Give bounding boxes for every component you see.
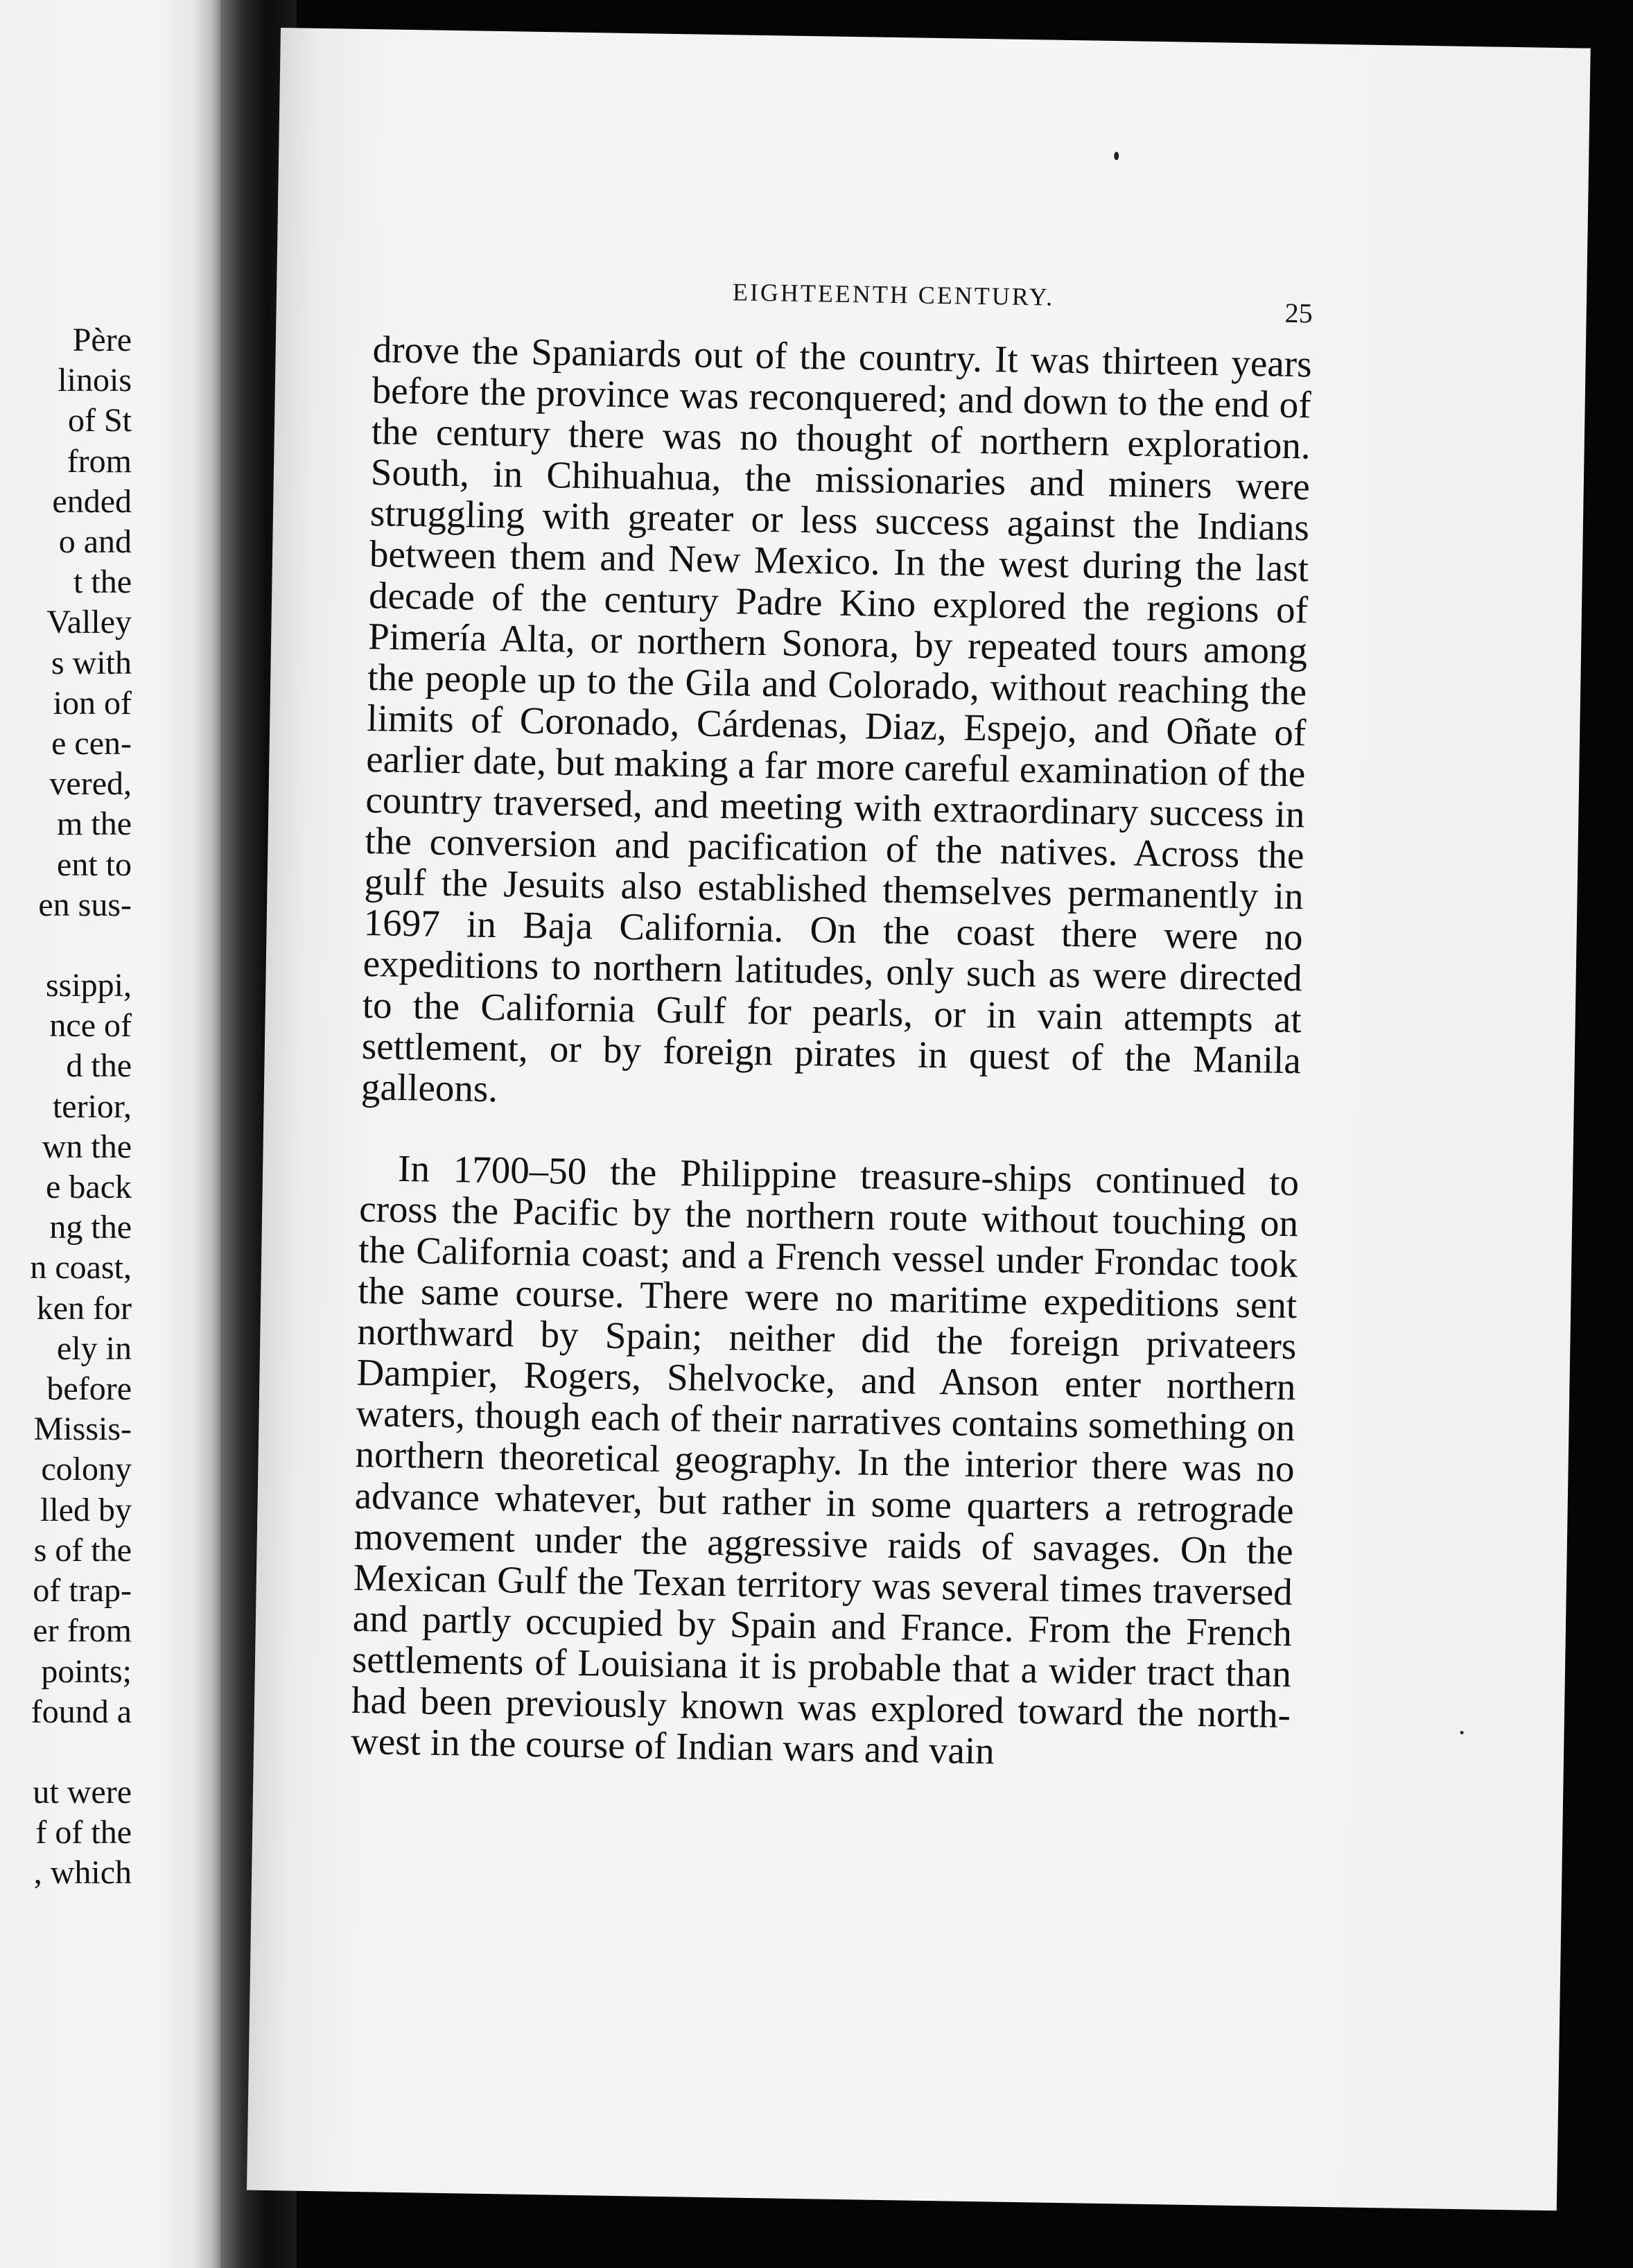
line-fragment: ended [52, 482, 132, 520]
line-fragment: of trap- [33, 1572, 132, 1610]
line-fragment: wn the [42, 1128, 132, 1165]
line-fragment: t the [73, 564, 132, 601]
line-fragment: lled by [40, 1491, 132, 1528]
line-fragment: ely in [57, 1329, 132, 1367]
line-fragment: o and [58, 523, 132, 561]
line-fragment: e cen- [51, 725, 132, 762]
line-fragment: nce of [49, 1007, 132, 1045]
previous-page-fragment [0, 0, 220, 2268]
current-page [247, 28, 1591, 2210]
line-fragment: ssippi, [45, 967, 132, 1004]
line-fragment: , which [33, 1854, 132, 1892]
line-fragment: before [46, 1370, 132, 1408]
line-fragment: vered, [49, 765, 132, 803]
line-fragment: f of the [35, 1814, 132, 1851]
line-fragment: ut were [33, 1773, 132, 1811]
page-number: 25 [1284, 297, 1313, 329]
running-head: EIGHTEENTH CENTURY. [732, 278, 1055, 311]
line-fragment: Missis- [33, 1411, 132, 1448]
line-fragment: ent to [57, 846, 132, 883]
line-fragment: m the [57, 805, 132, 843]
line-fragment: points; [41, 1652, 132, 1690]
line-fragment: en sus- [38, 886, 132, 923]
line-fragment: colony [41, 1451, 132, 1488]
line-fragment: terior, [52, 1088, 132, 1125]
paragraph: In 1700–50 the Philippine treasure-ships continued to cross the Pacific by the northern route without touching on the California coast; and a French vessel under Frondac took the same course. There were no maritime expeditions sent northward by Spain; neither did the foreign privateers Dampier, Rogers, Shelvocke, and Anson enter northern waters, though each of their narratives contains something on northern theoretical geography. In the interior there was no advance whatever, but rather in some quarters a retrograde movement under the aggressive raids of savages. On the Mexican Gulf the Texan territory was several times traversed and partly occupied by Spain and France. From the French settlements of Louisiana it is probable that a wider tract than had been previously known was explored toward the north-west in the course of Indian wars and vain [350, 1146, 1300, 1772]
line-fragment: linois [58, 362, 132, 399]
line-fragment: d the [66, 1047, 132, 1085]
line-fragment: er from [33, 1612, 132, 1650]
paragraph: drove the Spaniards out of the country. It was thirteen years before the province was reconquered; and down to the end of the century there was no thought of northern exploration. South, in Chihuahua, the missionaries and miners were struggling with greater or less success against the Indians between them and New Mexico. In the west during the last decade of the century Padre Kino explored the regions of Pimería Alta, or northern Sonora, by repeated tours among the people up to the Gila and Colorado, without reaching the limits of Coronado, Cárdenas, Diaz, Espejo, and Oñate of earlier date, but making a far more careful examination of the country traversed, and meeting with extraordinary success in the conversion and pacification of the natives. Across the gulf the Jesuits also established themselves permanently in 1697 in Baja California. On the coast there were no expeditions to northern latitudes, only such as were directed to the California Gulf for pearls, or in vain attempts at settlement, or by foreign pirates in quest of the Manila galleons. [360, 328, 1313, 1110]
print-speck [1460, 1731, 1464, 1734]
line-fragment: of St [67, 402, 132, 439]
line-fragment: ion of [53, 684, 132, 722]
line-fragment: s of the [33, 1531, 132, 1569]
body-text [351, 329, 1312, 1776]
print-speck [1114, 152, 1119, 160]
page-content [350, 29, 1348, 1772]
line-fragment: ken for [36, 1289, 132, 1327]
line-fragment: s with [51, 644, 132, 681]
paragraph-gap [30, 1732, 132, 1772]
line-fragment: e back [46, 1169, 132, 1206]
line-fragment: found a [30, 1693, 132, 1730]
line-fragment: Père [72, 322, 132, 358]
paragraph-gap [30, 925, 132, 966]
line-fragment: n coast, [30, 1249, 132, 1286]
previous-page-line-fragments [30, 320, 132, 1894]
line-fragment: ng the [49, 1209, 132, 1246]
line-fragment: from [67, 442, 132, 480]
line-fragment: Valley [46, 604, 132, 641]
